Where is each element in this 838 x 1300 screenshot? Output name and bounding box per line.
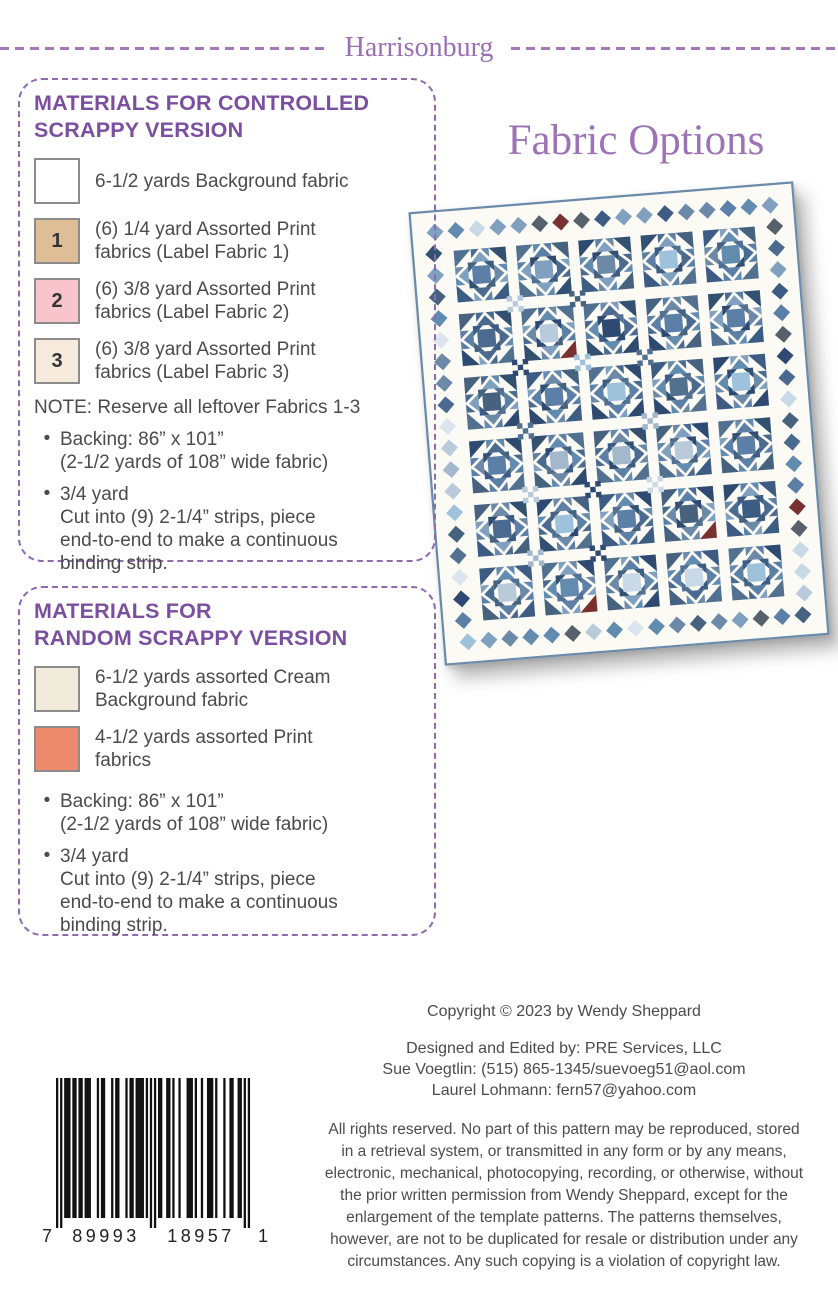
bullet-line: Backing: 86” x 101” [60,429,224,450]
material-item [34,338,420,384]
bullet-list [34,790,420,937]
svg-text:89993: 89993 [72,1226,140,1246]
fabric-swatch-1: 1 [34,218,80,264]
quilt-photo [408,181,829,665]
box-title-line: RANDOM SCRAPPY VERSION [34,626,348,650]
material-line: fabrics [95,750,151,771]
material-line: 6-1/2 yards assorted Cream [95,667,331,688]
credit-line: Designed and Edited by: PRE Services, LLC [406,1040,722,1057]
bullet-line: Backing: 86” x 101” [60,791,224,812]
credit-line: Sue Voegtlin: (515) 865-1345/suevoeg51@aol.com [382,1061,746,1078]
fabric-swatch-2: 2 [34,278,80,324]
bullet-line: (2-1/2 yards of 108” wide fabric) [60,452,329,473]
material-item-text [95,170,348,193]
bullet-line: binding strip. [60,553,168,574]
header-dash-right [511,47,838,50]
bullet-dot: • [43,790,51,811]
rights-line: electronic, mechanical, photocopying, recording, or otherwise, without [324,1165,804,1182]
material-item-text [95,278,316,324]
fabric-swatch-cream [34,666,80,712]
materials-box-controlled [18,78,436,574]
bullet-line: Cut into (9) 2-1/4” strips, piece [60,507,316,528]
bullet-item [34,845,420,937]
material-line: Background fabric [95,690,249,711]
rights-line: All rights reserved. No part of this pattern may be reproduced, stored [328,1121,800,1138]
material-line: fabrics (Label Fabric 2) [95,302,290,323]
bullet-line: end-to-end to make a continuous [60,530,338,551]
material-item [34,666,420,712]
box-title-line: MATERIALS FOR CONTROLLED [34,91,370,115]
header-dash-left [0,47,327,50]
header [0,30,838,66]
box-title [34,598,420,652]
rights-line: however, are not to be duplicated for resale or distribution under any [330,1231,798,1248]
bullet-dot: • [43,428,51,449]
rights-line: the prior written permission from Wendy Sheppard, except for the [340,1187,788,1204]
bullet-text [60,483,338,575]
svg-text:1: 1 [258,1226,269,1246]
material-item [34,726,420,772]
bullet-line: 3/4 yard [60,846,129,867]
bullet-line: end-to-end to make a continuous [60,892,338,913]
fabric-options-title: Fabric Options [507,117,765,164]
material-item-text [95,338,316,384]
bullet-dot: • [43,845,51,866]
materials-box-random [18,586,436,936]
bullet-list [34,428,420,575]
bullet-text [60,428,328,474]
bullet-line: Cut into (9) 2-1/4” strips, piece [60,869,316,890]
bullet-line: binding strip. [60,915,168,936]
box-title-line: MATERIALS FOR [34,599,212,623]
fabric-swatch-print [34,726,80,772]
barcode [40,1078,272,1253]
rights-paragraph [288,1119,838,1273]
fabric-swatch-3: 3 [34,338,80,384]
fabric-swatch-background [34,158,80,204]
material-line: 6-1/2 yards Background fabric [95,170,349,192]
box-title [34,90,420,144]
bullet-item [34,790,420,836]
pattern-title: Harrisonburg [344,32,494,63]
note-text: NOTE: Reserve all leftover Fabrics 1-3 [34,397,361,418]
svg-text:7: 7 [42,1226,53,1246]
material-line: 4-1/2 yards assorted Print [95,727,313,748]
copyright-line: Copyright © 2023 by Wendy Sheppard [427,1003,701,1020]
credits-block [288,1038,838,1101]
rights-line: in a retrieval system, or transmitted in any form or by any means, [341,1143,787,1160]
box-title-line: SCRAPPY VERSION [34,118,244,142]
footer [288,1003,838,1273]
bullet-dot: • [43,483,51,504]
credit-line: Laurel Lohmann: fern57@yahoo.com [431,1082,697,1099]
material-item [34,278,420,324]
material-line: (6) 3/8 yard Assorted Print [95,339,316,360]
material-line: (6) 3/8 yard Assorted Print [95,279,316,300]
bullet-line: 3/4 yard [60,484,129,505]
rights-line: enlargement of the template patterns. The patterns themselves, [346,1209,782,1226]
material-item-text [95,726,313,772]
material-item [34,218,420,264]
bullet-line: (2-1/2 yards of 108” wide fabric) [60,814,329,835]
material-line: (6) 1/4 yard Assorted Print [95,219,316,240]
material-item-text [95,666,331,712]
material-line: fabrics (Label Fabric 3) [95,362,290,383]
bullet-text [60,845,338,937]
bullet-item [34,483,420,575]
bullet-text [60,790,328,836]
material-line: fabrics (Label Fabric 1) [95,242,290,263]
svg-text:18957: 18957 [167,1226,235,1246]
bullet-item [34,428,420,474]
material-item-text [95,218,316,264]
material-item [34,158,420,204]
rights-line: circumstances. Any such copying is a violation of copyright law. [347,1253,781,1270]
